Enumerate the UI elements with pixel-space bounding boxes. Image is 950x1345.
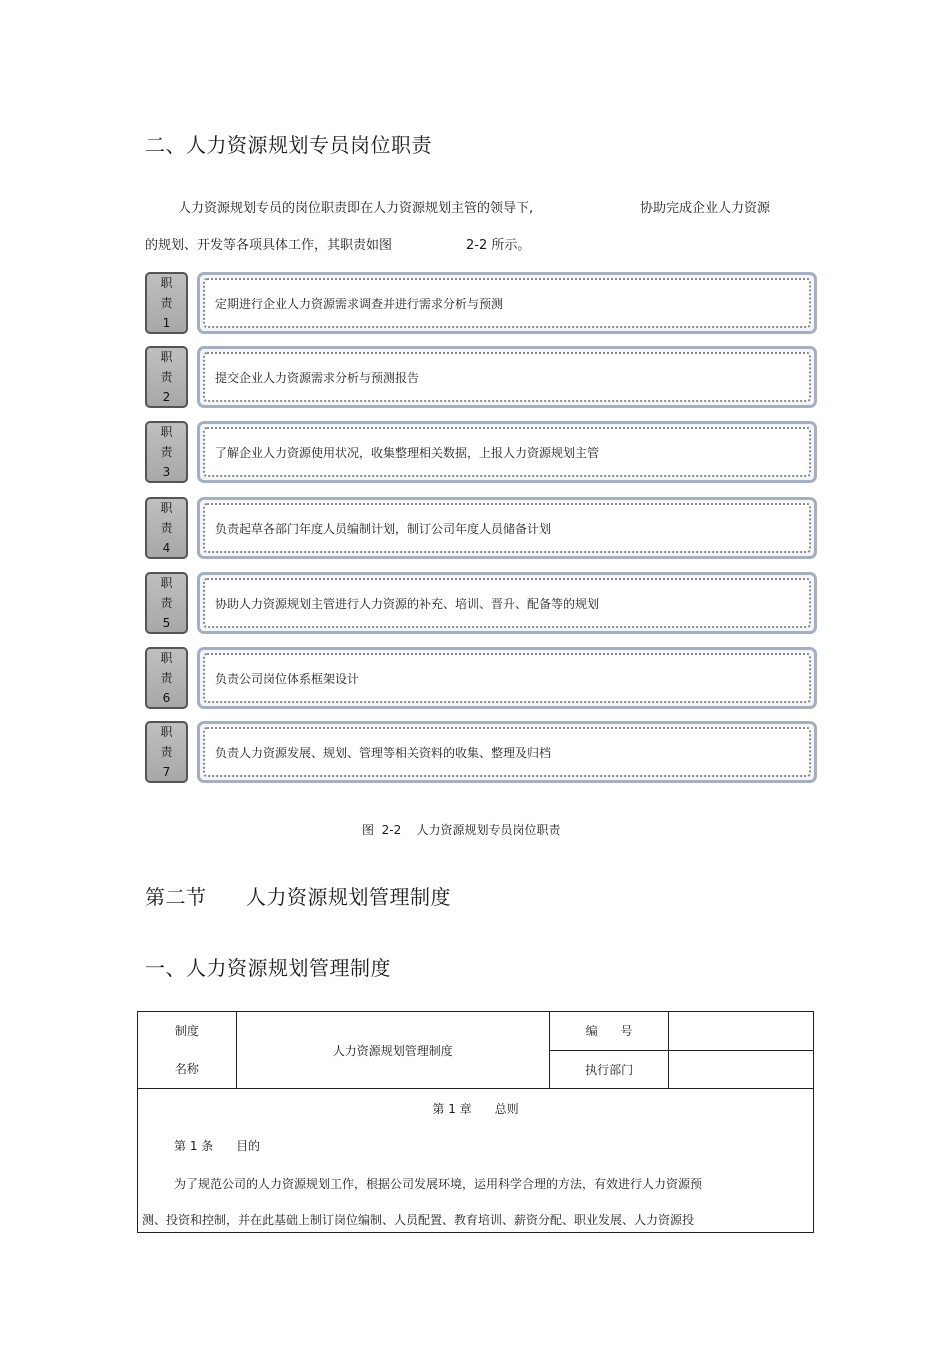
duty-text: 了解企业人力资源使用状况，收集整理相关数据，上报人力资源规划主管 bbox=[215, 445, 600, 460]
figure-caption: 图 2-2 人力资源规划专员岗位职责 bbox=[362, 823, 561, 837]
article-heading: 第 1 条 目的 bbox=[174, 1139, 261, 1153]
duty-badge-number: 2 bbox=[162, 390, 171, 404]
duty-badge-number: 3 bbox=[162, 465, 171, 479]
number-label: 编 号 bbox=[549, 1012, 669, 1051]
duty-badge bbox=[145, 272, 188, 334]
body-line-1: 为了规范公司的人力资源规划工作，根据公司发展环境，运用科学合理的方法，有效进行人力资源预 bbox=[174, 1177, 703, 1191]
name-label-line1: 制度 bbox=[174, 1024, 199, 1038]
duty-badge bbox=[145, 497, 188, 559]
duty-text: 定期进行企业人力资源需求调查并进行需求分析与预测 bbox=[215, 296, 504, 311]
duty-badge-number: 5 bbox=[162, 616, 171, 630]
intro-line1-a: 人力资源规划专员的岗位职责即在人力资源规划主管的领导下, bbox=[178, 201, 534, 216]
duty-box bbox=[197, 272, 817, 334]
duty-row bbox=[145, 272, 817, 336]
duty-badge-number: 7 bbox=[162, 765, 171, 779]
duty-text: 协助人力资源规划主管进行人力资源的补充、培训、晋升、配备等的规划 bbox=[215, 596, 600, 611]
duty-badge-char1: 职 bbox=[160, 501, 173, 515]
duty-badge-char2: 责 bbox=[160, 596, 173, 610]
body-line-2: 测、投资和控制，并在此基础上制订岗位编制、人员配置、教育培训、薪资分配、职业发展、人力资源投 bbox=[142, 1213, 695, 1227]
duty-badge-char1: 职 bbox=[160, 425, 173, 439]
duty-badge bbox=[145, 421, 188, 483]
duty-row bbox=[145, 647, 817, 711]
duty-badge-char2: 责 bbox=[160, 521, 173, 535]
subsection-title: 一、人力资源规划管理制度 bbox=[145, 956, 391, 980]
dept-value bbox=[669, 1050, 814, 1089]
duty-box bbox=[197, 647, 817, 709]
system-name: 人力资源规划管理制度 bbox=[332, 1043, 453, 1058]
duty-badge-char1: 职 bbox=[160, 651, 173, 665]
duty-row bbox=[145, 497, 817, 561]
duty-badge-char2: 责 bbox=[160, 370, 173, 384]
system-name-cell bbox=[236, 1012, 549, 1089]
duty-text: 负责公司岗位体系框架设计 bbox=[215, 671, 360, 686]
duty-badge-char2: 责 bbox=[160, 296, 173, 310]
intro-line1-b: 协助完成企业人力资源 bbox=[640, 201, 771, 216]
duty-badge bbox=[145, 647, 188, 709]
chapter-label: 第二节 bbox=[145, 885, 207, 909]
duty-badge-char1: 职 bbox=[160, 576, 173, 590]
duty-badge-char1: 职 bbox=[160, 725, 173, 739]
duty-text: 负责起草各部门年度人员编制计划，制订公司年度人员储备计划 bbox=[215, 521, 552, 536]
duty-box bbox=[197, 346, 817, 408]
section-title: 二、人力资源规划专员岗位职责 bbox=[145, 133, 432, 157]
duty-badge-char2: 责 bbox=[160, 745, 173, 759]
chapter-heading: 第 1 章 总则 bbox=[432, 1102, 519, 1116]
duty-badge-char2: 责 bbox=[160, 671, 173, 685]
duty-box bbox=[197, 572, 817, 634]
duty-box bbox=[197, 421, 817, 483]
number-value bbox=[669, 1012, 814, 1051]
intro-line2-b: 2-2 所示。 bbox=[466, 238, 531, 253]
duty-badge bbox=[145, 721, 188, 783]
duty-text: 负责人力资源发展、规划、管理等相关资料的收集、整理及归档 bbox=[215, 745, 552, 760]
name-label-cell bbox=[138, 1012, 237, 1089]
duty-row bbox=[145, 346, 817, 410]
duty-badge-char1: 职 bbox=[160, 350, 173, 364]
duty-row bbox=[145, 572, 817, 636]
duty-row bbox=[145, 421, 817, 485]
duty-badge-number: 4 bbox=[162, 541, 171, 555]
policy-form-table bbox=[137, 1011, 814, 1233]
duty-badge-char1: 职 bbox=[160, 276, 173, 290]
dept-label: 执行部门 bbox=[549, 1050, 669, 1089]
duty-box bbox=[197, 721, 817, 783]
duty-text: 提交企业人力资源需求分析与预测报告 bbox=[215, 370, 420, 385]
intro-line2-a: 的规划、开发等各项具体工作，其职责如图 bbox=[145, 238, 393, 253]
duty-row bbox=[145, 721, 817, 785]
duty-box bbox=[197, 497, 817, 559]
form-body-cell bbox=[138, 1089, 814, 1233]
duty-badge-char2: 责 bbox=[160, 445, 173, 459]
chapter-title: 人力资源规划管理制度 bbox=[246, 885, 451, 909]
duty-badge-number: 1 bbox=[162, 316, 171, 330]
duty-badge bbox=[145, 572, 188, 634]
duty-badge-number: 6 bbox=[162, 691, 171, 705]
duty-badge bbox=[145, 346, 188, 408]
name-label-line2: 名称 bbox=[174, 1062, 199, 1076]
